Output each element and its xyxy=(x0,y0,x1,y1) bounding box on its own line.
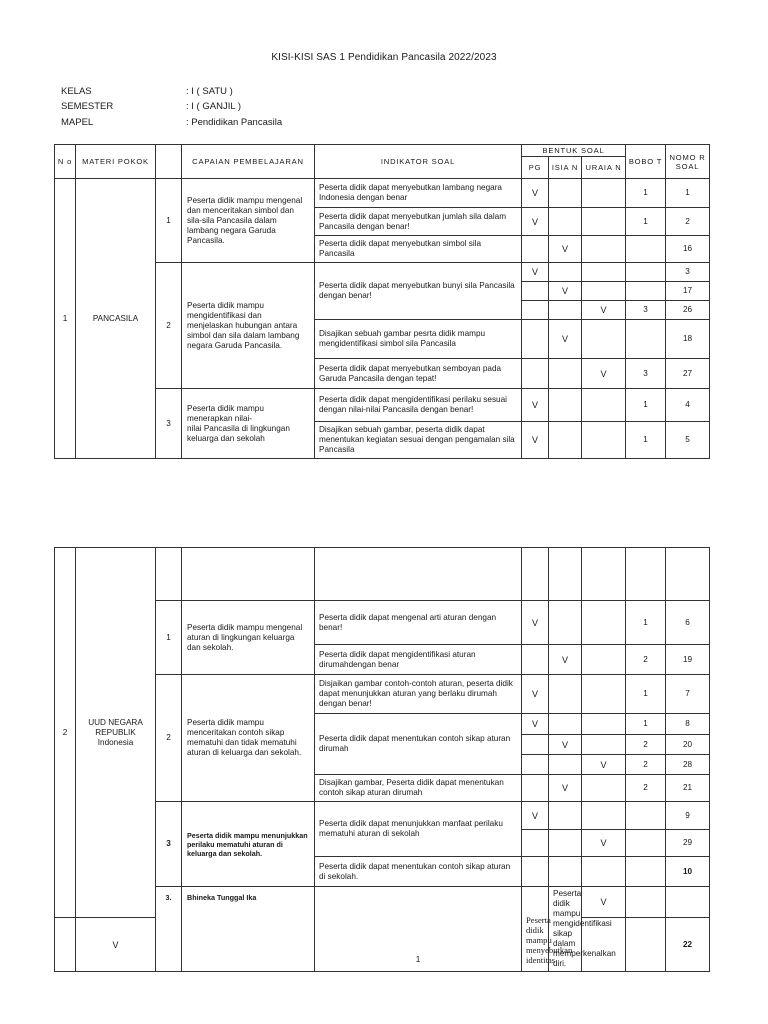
uraian-cell xyxy=(582,735,626,755)
table-row xyxy=(55,548,710,601)
capaian-text: Peserta didik mampu menyebutkan identitas xyxy=(522,887,549,972)
uraian-cell xyxy=(582,282,626,301)
pg-cell xyxy=(522,236,549,263)
pg-cell xyxy=(522,548,549,601)
meta-value: : Pendidikan Pancasila xyxy=(186,117,283,128)
nomor-value: 21 xyxy=(666,775,710,802)
isian-cell xyxy=(549,802,582,830)
cp-number: 2 xyxy=(156,263,182,389)
cp-number: 1 xyxy=(156,179,182,263)
indikator-text: Peserta didik dapat menunjukkan manfaat perilaku mematuhi aturan di sekolah xyxy=(315,802,522,857)
header-pg: PG xyxy=(522,157,549,179)
uraian-cell xyxy=(582,714,626,735)
materi-pokok: Bhineka Tunggal Ika xyxy=(182,887,315,972)
uraian-cell xyxy=(666,887,710,918)
cp-number: 3 xyxy=(156,389,182,459)
cp-number: 1 xyxy=(156,601,182,675)
indikator-text: Disajikan sebuah gambar, peserta didik dapat menentukan kegiatan sesuai dengan pengamalan sila Pancasila xyxy=(315,422,522,459)
bobot-blank xyxy=(626,802,666,830)
bobot-value: 2 xyxy=(626,775,666,802)
indikator-text: Peserta didik dapat mengenal arti aturan dengan benar! xyxy=(315,601,522,645)
isian-check: V xyxy=(76,918,156,972)
nomor-value: 2 xyxy=(666,208,710,236)
bobot-blank xyxy=(626,548,666,601)
pg-check: V xyxy=(582,887,626,918)
header-blank xyxy=(156,145,182,179)
uraian-cell xyxy=(582,422,626,459)
uraian-cell xyxy=(582,675,626,714)
table-row xyxy=(55,179,710,208)
header-isian: ISIA N xyxy=(549,157,582,179)
pg-check: V xyxy=(522,714,549,735)
bobot-value xyxy=(626,320,666,359)
uraian-cell xyxy=(582,645,626,675)
uraian-cell xyxy=(582,263,626,282)
pg-cell xyxy=(522,645,549,675)
pg-cell xyxy=(522,755,549,775)
kisi-table-1 xyxy=(54,144,710,459)
meta-label: KELAS xyxy=(61,86,92,97)
isian-cell xyxy=(549,857,582,887)
indikator-text: Peserta didik dapat menyebutkan bunyi sila Pancasila dengan benar! xyxy=(315,263,522,320)
row-number: 2 xyxy=(55,548,76,918)
uraian-cell xyxy=(582,548,626,601)
pg-check: V xyxy=(522,675,549,714)
pg-cell xyxy=(522,301,549,320)
isian-check: V xyxy=(549,282,582,301)
header-capaian: CAPAIAN PEMBELAJARAN xyxy=(182,145,315,179)
bobot-value xyxy=(626,263,666,282)
nomor-value: 5 xyxy=(666,422,710,459)
bobot-value: 1 xyxy=(626,714,666,735)
pg-cell xyxy=(522,857,549,887)
bobot-value: 3 xyxy=(626,301,666,320)
pg-cell xyxy=(522,735,549,755)
uraian-cell xyxy=(582,179,626,208)
uraian-cell xyxy=(582,857,626,887)
uraian-cell xyxy=(582,775,626,802)
isian-check: V xyxy=(549,645,582,675)
pg-check: V xyxy=(522,179,549,208)
cp-number: 2 xyxy=(156,675,182,802)
isian-cell xyxy=(549,422,582,459)
nomor-value: 8 xyxy=(666,714,710,735)
meta-label: MAPEL xyxy=(61,117,94,128)
cp-number: 1 xyxy=(415,955,421,964)
header-nomor: NOMO R SOAL xyxy=(666,145,710,179)
cp-number-blank xyxy=(156,548,182,601)
pg-cell xyxy=(55,918,76,972)
isian-cell xyxy=(549,263,582,282)
indikator-blank xyxy=(315,548,522,601)
uraian-check: V xyxy=(582,830,626,857)
uraian-cell xyxy=(582,320,626,359)
isian-cell xyxy=(549,601,582,645)
nomor-value: 18 xyxy=(666,320,710,359)
indikator-text: Disajikan sebuah gambar pesrta didik mampu mengidentifikasi simbol sila Pancasila xyxy=(315,320,522,359)
bobot-value: 1 xyxy=(626,601,666,645)
capaian-text: Peserta didik mampu mengenal aturan di lingkungan keluarga dan sekolah. xyxy=(182,601,315,675)
header-materi: MATERI POKOK xyxy=(76,145,156,179)
indikator-text: Peserta didik dapat mengidentifikasi aturan dirumahdengan benar xyxy=(315,645,522,675)
bobot-value xyxy=(626,282,666,301)
nomor-value: 10 xyxy=(666,857,710,887)
pg-check: V xyxy=(522,422,549,459)
uraian-cell xyxy=(582,236,626,263)
pg-cell xyxy=(522,320,549,359)
bobot-value: 2 xyxy=(626,645,666,675)
nomor-value: 22 xyxy=(666,918,710,972)
indikator-text: Peserta didik dapat mengidentifikasi perilaku sesuai dengan nilai-nilai Pancasila dengan benar! xyxy=(315,389,522,422)
capaian-text: Peserta didik mampu mengenal dan menceritakan simbol dan sila-sila Pancasila dalam lambang negara Garuda Pancasila. xyxy=(182,179,315,263)
isian-cell xyxy=(549,359,582,389)
indikator-text: Disjaikan gambar contoh-contoh aturan, peserta didik dapat menunjukkan aturan yang berlaku dirumah dengan benar! xyxy=(315,675,522,714)
capaian-blank xyxy=(182,548,315,601)
cp-number-cell xyxy=(315,887,522,972)
nomor-value: 19 xyxy=(666,645,710,675)
isian-check: V xyxy=(549,775,582,802)
uraian-cell xyxy=(582,802,626,830)
pg-check: V xyxy=(522,208,549,236)
row-number: 1 xyxy=(55,179,76,459)
isian-cell xyxy=(549,301,582,320)
nomor-value: 3 xyxy=(666,263,710,282)
bobot-blank xyxy=(626,857,666,887)
nomor-value: 27 xyxy=(666,359,710,389)
nomor-value: 29 xyxy=(666,830,710,857)
bobot-value: 2 xyxy=(626,735,666,755)
meta-value: : I ( GANJIL ) xyxy=(186,101,242,112)
header-bobot: BOBO T xyxy=(626,145,666,179)
indikator-text: Disajikan gambar, Peserta didik dapat menentukan contoh sikap aturan dirumah xyxy=(315,775,522,802)
pg-cell xyxy=(522,282,549,301)
isian-check: V xyxy=(549,320,582,359)
capaian-text: Peserta didik mampu menceritakan contoh sikap mematuhi dan tidak mematuhi aturan di keluarga dan sekolah. xyxy=(182,675,315,802)
indikator-text: Peserta didik dapat menyebutkan semboyan pada Garuda Pancasila dengan tepat! xyxy=(315,359,522,389)
bobot-value: 1 xyxy=(626,179,666,208)
isian-cell xyxy=(626,887,666,918)
indikator-text: Peserta didik dapat menentukan contoh sikap aturan di sekolah. xyxy=(315,857,522,887)
nomor-value: 7 xyxy=(666,675,710,714)
isian-cell xyxy=(549,548,582,601)
bobot-value: 3 xyxy=(626,359,666,389)
pg-cell xyxy=(522,359,549,389)
materi-pokok: UUD NEGARA REPUBLIK Indonesia xyxy=(76,548,156,918)
header-bentuk-soal: BENTUK SOAL xyxy=(522,145,626,157)
header-uraian: URAIA N xyxy=(582,157,626,179)
isian-cell xyxy=(549,830,582,857)
cp-number: 3 xyxy=(156,802,182,887)
isian-check: V xyxy=(549,735,582,755)
indikator-text: Peserta didik dapat menentukan contoh sikap aturan dirumah xyxy=(315,714,522,775)
indikator-text: Peserta didik dapat menyebutkan lambang negara Indonesia dengan benar xyxy=(315,179,522,208)
nomor-blank xyxy=(666,548,710,601)
capaian-text: Peserta didik mampu mengidentifikasi dan menjelaskan hubungan antara simbol dan sila dalam lambang negara Garuda Pancasila. xyxy=(182,263,315,389)
bobot-value xyxy=(626,236,666,263)
nomor-value: 4 xyxy=(666,389,710,422)
capaian-text: Peserta didik mampu menunjukkan perilaku mematuhi aturan di keluarga dan sekolah. xyxy=(182,802,315,887)
nomor-value: 1 xyxy=(666,179,710,208)
isian-cell xyxy=(549,755,582,775)
nomor-value: 26 xyxy=(666,301,710,320)
bobot-blank xyxy=(626,918,666,972)
uraian-check: V xyxy=(582,359,626,389)
uraian-check: V xyxy=(582,301,626,320)
isian-cell xyxy=(549,389,582,422)
bobot-value: 2 xyxy=(626,755,666,775)
bobot-value: 1 xyxy=(626,675,666,714)
kisi-table-2 xyxy=(54,547,710,972)
uraian-check: V xyxy=(582,755,626,775)
isian-check: V xyxy=(549,236,582,263)
pg-check: V xyxy=(522,389,549,422)
row-number: 3. xyxy=(156,887,182,972)
meta-label: SEMESTER xyxy=(61,101,114,112)
nomor-value: 17 xyxy=(666,282,710,301)
nomor-value: 28 xyxy=(666,755,710,775)
nomor-value: 9 xyxy=(666,802,710,830)
indikator-text: Peserta didik dapat menyebutkan jumlah sila dalam Pancasila dengan benar! xyxy=(315,208,522,236)
bobot-value: 1 xyxy=(626,208,666,236)
capaian-text: Peserta didik mampu menerapkan nilai- nilai Pancasila di lingkungan keluarga dan sekolah xyxy=(182,389,315,459)
isian-cell xyxy=(549,179,582,208)
header-indikator: INDIKATOR SOAL xyxy=(315,145,522,179)
pg-cell xyxy=(522,830,549,857)
uraian-cell xyxy=(582,389,626,422)
indikator-text: Peserta didik dapat menyebutkan simbol sila Pancasila xyxy=(315,236,522,263)
document-title: KISI-KISI SAS 1 Pendidikan Pancasila 2022/2023 xyxy=(271,52,497,63)
isian-cell xyxy=(549,675,582,714)
materi-pokok: PANCASILA xyxy=(76,179,156,459)
pg-check: V xyxy=(522,601,549,645)
header-no: N o xyxy=(55,145,76,179)
meta-value: : I ( SATU ) xyxy=(186,86,233,97)
nomor-value: 16 xyxy=(666,236,710,263)
pg-check: V xyxy=(522,802,549,830)
bobot-value: 1 xyxy=(626,422,666,459)
uraian-cell xyxy=(582,208,626,236)
indikator-text: Peserta didik mampu mengidentifikasi sikap dalam memperkenalkan diri. xyxy=(549,887,582,972)
pg-cell xyxy=(522,775,549,802)
nomor-value: 6 xyxy=(666,601,710,645)
isian-cell xyxy=(549,714,582,735)
uraian-cell xyxy=(582,601,626,645)
pg-check: V xyxy=(522,263,549,282)
nomor-value: 20 xyxy=(666,735,710,755)
isian-cell xyxy=(549,208,582,236)
bobot-value: 1 xyxy=(626,389,666,422)
bobot-blank xyxy=(626,830,666,857)
